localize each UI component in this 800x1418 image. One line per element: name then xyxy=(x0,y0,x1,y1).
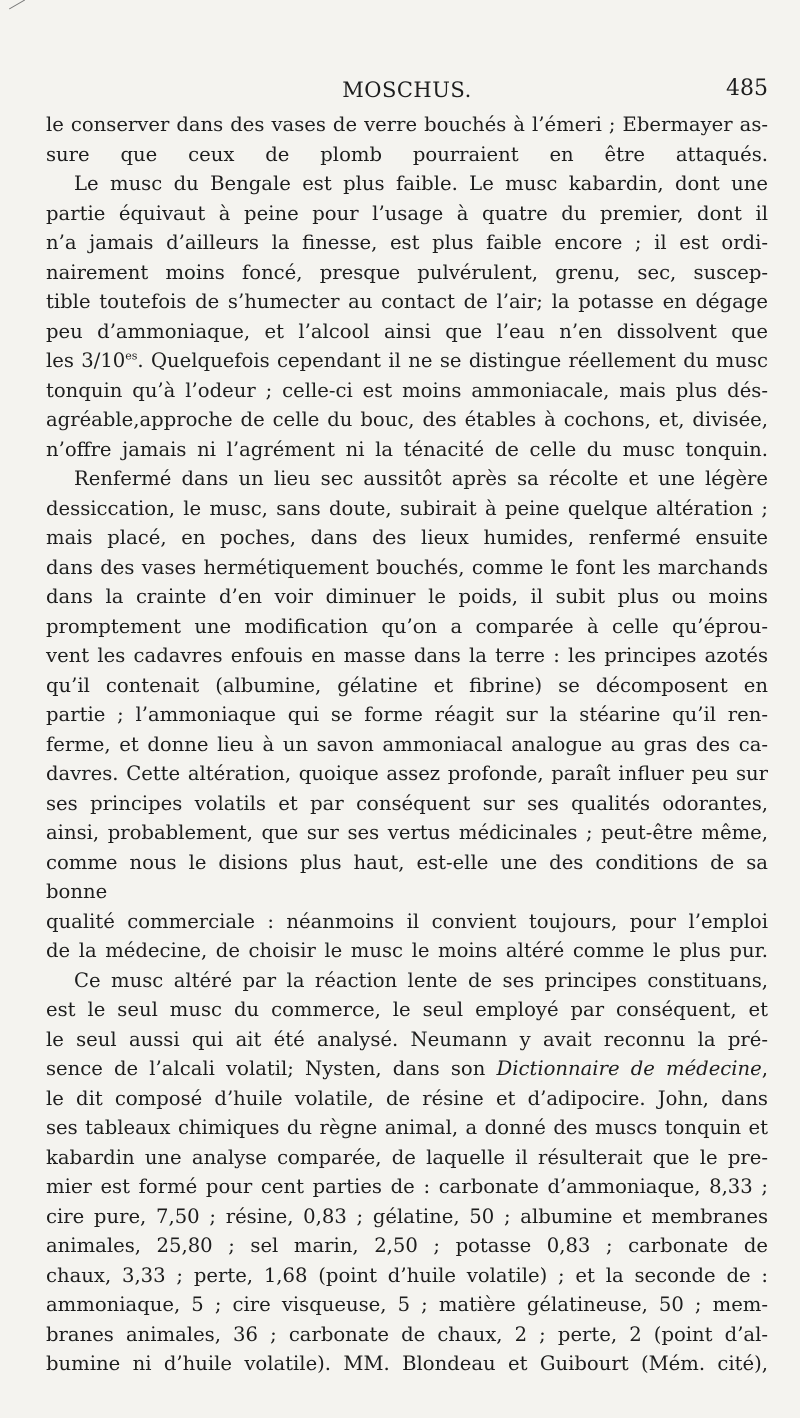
text-line: le dit composé d’huile volatile, de résine et d’adipocire. John, dans xyxy=(46,1086,768,1110)
text-line: mier est formé pour cent parties de : carbonate d’ammoniaque, 8,33 ; xyxy=(46,1175,768,1198)
text-line: animales, 25,80 ; sel marin, 2,50 ; potasse 0,83 ; carbonate de xyxy=(46,1234,768,1257)
text-line: tible toutefois de s’humecter au contact de l’air; la potasse en dégage xyxy=(46,290,768,313)
text-line: ses principes volatils et par conséquent sur ses qualités odorantes, xyxy=(46,791,768,815)
text-line: ammoniaque, 5 ; cire visqueuse, 5 ; matière gélatineuse, 50 ; mem- xyxy=(46,1293,768,1316)
text-line: nairement moins foncé, presque pulvérulent, grenu, sec, suscep- xyxy=(46,260,768,284)
text-line: promptement une modification qu’on a comparée à celle qu’éprou- xyxy=(46,614,768,638)
text-line: sure que ceux de plomb pourraient en être attaqués. xyxy=(46,142,768,166)
text-line: sence de l’alcali volatil; Nysten, dans son Dictionnaire de médecine, xyxy=(46,1057,768,1080)
superscript: es xyxy=(125,349,138,363)
text-line: est le seul musc du commerce, le seul employé par conséquent, et xyxy=(46,998,768,1021)
text-line: n’offre jamais ni l’agrément ni la ténacité de celle du musc tonquin. xyxy=(46,437,768,461)
text-line: peu d’ammoniaque, et l’alcool ainsi que l’eau n’en dissolvent que xyxy=(46,319,768,343)
text-line: partie équivaut à peine pour l’usage à quatre du premier, dont il xyxy=(46,201,768,225)
text-line: qu’il contenait (albumine, gélatine et fibrine) se décomposent en xyxy=(46,673,768,697)
text-line: vent les cadavres enfouis en masse dans la terre : les principes azotés xyxy=(46,644,768,667)
page-header xyxy=(46,70,768,110)
running-title: MOSCHUS. xyxy=(342,78,472,102)
text-line: dans la crainte d’en voir diminuer le poids, il subit plus ou moins xyxy=(46,585,768,608)
text-line: n’a jamais d’ailleurs la finesse, est plus faible encore ; il est ordi- xyxy=(46,231,768,254)
text-line: agréable,approche de celle du bouc, des étables à cochons, et, divisée, xyxy=(46,408,768,431)
text-line: de la médecine, de choisir le musc le moins altéré comme le plus pur. xyxy=(46,939,768,962)
text-line: davres. Cette altération, quoique assez profonde, paraît influer peu sur xyxy=(46,762,768,785)
text-line: comme nous le disions plus haut, est-elle une des conditions de sa bonne xyxy=(46,850,768,903)
text-line: ainsi, probablement, que sur ses vertus médicinales ; peut-être même, xyxy=(46,821,768,844)
text-line: branes animales, 36 ; carbonate de chaux, 2 ; perte, 2 (point d’al- xyxy=(46,1322,768,1346)
page-corner-mark xyxy=(9,0,25,9)
page-number: 485 xyxy=(726,76,768,101)
book-page xyxy=(46,70,768,1379)
book-title: Dictionnaire de médecine xyxy=(496,1057,762,1080)
text-line: Renfermé dans un lieu sec aussitôt après sa récolte et une légère xyxy=(74,467,768,490)
text-line: les $3/10^{es}$. Quelquefois cependant il ne se distingue réellement du musc xyxy=(46,349,768,372)
text-line: Ce musc altéré par la réaction lente de ses principes constituans, xyxy=(74,968,768,992)
text-line: bumine ni d’huile volatile). MM. Blondeau et Guibourt (Mém. cité), xyxy=(46,1352,768,1375)
text-line: mais placé, en poches, dans des lieux humides, renfermé ensuite xyxy=(46,526,768,549)
text-line: dans des vases hermétiquement bouchés, comme le font les marchands xyxy=(46,555,768,579)
text-line: ses tableaux chimiques du règne animal, a donné des muscs tonquin et xyxy=(46,1116,768,1139)
text-line: chaux, 3,33 ; perte, 1,68 (point d’huile volatile) ; et la seconde de : xyxy=(46,1263,768,1287)
text-line: ferme, et donne lieu à un savon ammoniacal analogue au gras des ca- xyxy=(46,732,768,756)
body-text xyxy=(46,110,768,1379)
text-line: kabardin une analyse comparée, de laquelle il résulterait que le pre- xyxy=(46,1145,768,1169)
text-line: le seul aussi qui ait été analysé. Neumann y avait reconnu la pré- xyxy=(46,1027,768,1051)
text-line: dessiccation, le musc, sans doute, subirait à peine quelque altération ; xyxy=(46,496,768,520)
text-line: partie ; l’ammoniaque qui se forme réagit sur la stéarine qu’il ren- xyxy=(46,703,768,726)
text-line: le conserver dans des vases de verre bouchés à l’émeri ; Ebermayer as- xyxy=(46,113,768,136)
text-line: qualité commerciale : néanmoins il convient toujours, pour l’emploi xyxy=(46,909,768,933)
text-line: tonquin qu’à l’odeur ; celle-ci est moins ammoniacale, mais plus dés- xyxy=(46,378,768,402)
text-line: cire pure, 7,50 ; résine, 0,83 ; gélatine, 50 ; albumine et membranes xyxy=(46,1204,768,1228)
text-line: Le musc du Bengale est plus faible. Le musc kabardin, dont une xyxy=(74,172,768,195)
